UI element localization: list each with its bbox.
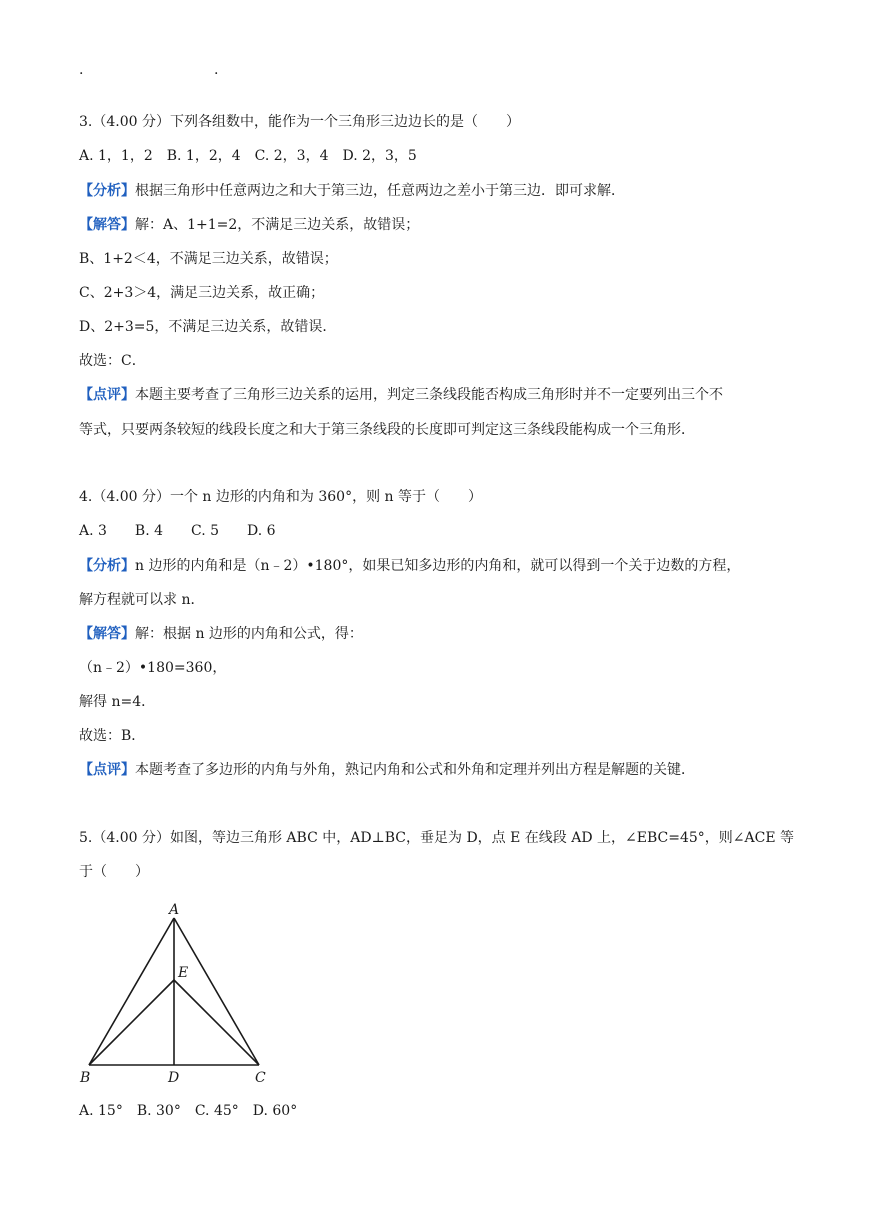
q3-comment-line-2: 等式，只要两条较短的线段长度之和大于第三条线段的长度即可判定这三条线段能构成一个三角形． (79, 422, 695, 438)
q3-answer-line-1: 【解答】解：A、1+1=2，不满足三边关系，故错误； (79, 217, 420, 233)
triangle-figure (72, 898, 282, 1088)
q3-analysis: 【分析】根据三角形中任意两边之和大于第三边，任意两边之差小于第三边．即可求解． (79, 183, 625, 199)
q4-answer-line-4: 故选：B． (79, 728, 146, 744)
label-b: B (80, 1070, 91, 1086)
side-ac (174, 918, 259, 1065)
q4-options: A. 3 B. 4 C. 5 D. 6 (79, 523, 276, 539)
q4-analysis-line-2: 解方程就可以求 n． (79, 592, 205, 608)
q3-comment-line-1: 【点评】本题主要考查了三角形三边关系的运用，判定三条线段能否构成三角形时并不一定要列出三个不 (79, 387, 723, 403)
q3-answer-line-3: C、2+3＞4，满足三边关系，故正确； (79, 285, 325, 301)
q5-stem-line-2: 于（ ） (79, 864, 149, 880)
top-mark-left: . (79, 62, 84, 78)
label-a: A (169, 902, 180, 918)
analysis-tag: 【分析】 (79, 183, 135, 199)
label-c: C (255, 1070, 266, 1086)
q4-answer-line-2: （n﹣2）•180=360， (79, 660, 227, 676)
label-d: D (168, 1070, 180, 1086)
q5-stem-line-1: 5.（4.00 分）如图，等边三角形 ABC 中，AD⊥BC，垂足为 D，点 E 在线段 AD 上，∠EBC=45°，则∠ACE 等 (79, 830, 795, 846)
q3-options: A. 1，1，2 B. 1，2，4 C. 2，3，4 D. 2，3，5 (79, 148, 417, 164)
q4-comment: 【点评】本题考查了多边形的内角与外角，熟记内角和公式和外角和定理并列出方程是解题的关键． (79, 762, 695, 778)
answer-tag: 【解答】 (79, 217, 135, 233)
q4-stem: 4.（4.00 分）一个 n 边形的内角和为 360°，则 n 等于（ ） (79, 489, 482, 505)
label-e: E (178, 965, 189, 981)
analysis-tag: 【分析】 (79, 558, 135, 574)
top-mark-right: . (214, 62, 219, 78)
q4-answer-line-1: 【解答】解：根据 n 边形的内角和公式，得： (79, 626, 363, 642)
q3-answer-line-5: 故选：C． (79, 353, 146, 369)
q5-options: A. 15° B. 30° C. 45° D. 60° (79, 1103, 298, 1119)
comment-tag: 【点评】 (79, 387, 135, 403)
side-ab (89, 918, 174, 1065)
q3-stem: 3.（4.00 分）下列各组数中，能作为一个三角形三边边长的是（ ） (79, 114, 520, 130)
answer-tag: 【解答】 (79, 626, 135, 642)
q4-analysis-line-1: 【分析】n 边形的内角和是（n﹣2）•180°，如果已知多边形的内角和，就可以得到一个关于边数的方程， (79, 558, 741, 574)
comment-tag: 【点评】 (79, 762, 135, 778)
q3-answer-line-4: D、2+3=5，不满足三边关系，故错误． (79, 319, 337, 335)
q4-answer-line-3: 解得 n=4． (79, 694, 156, 710)
q3-answer-line-2: B、1+2＜4，不满足三边关系，故错误； (79, 251, 338, 267)
